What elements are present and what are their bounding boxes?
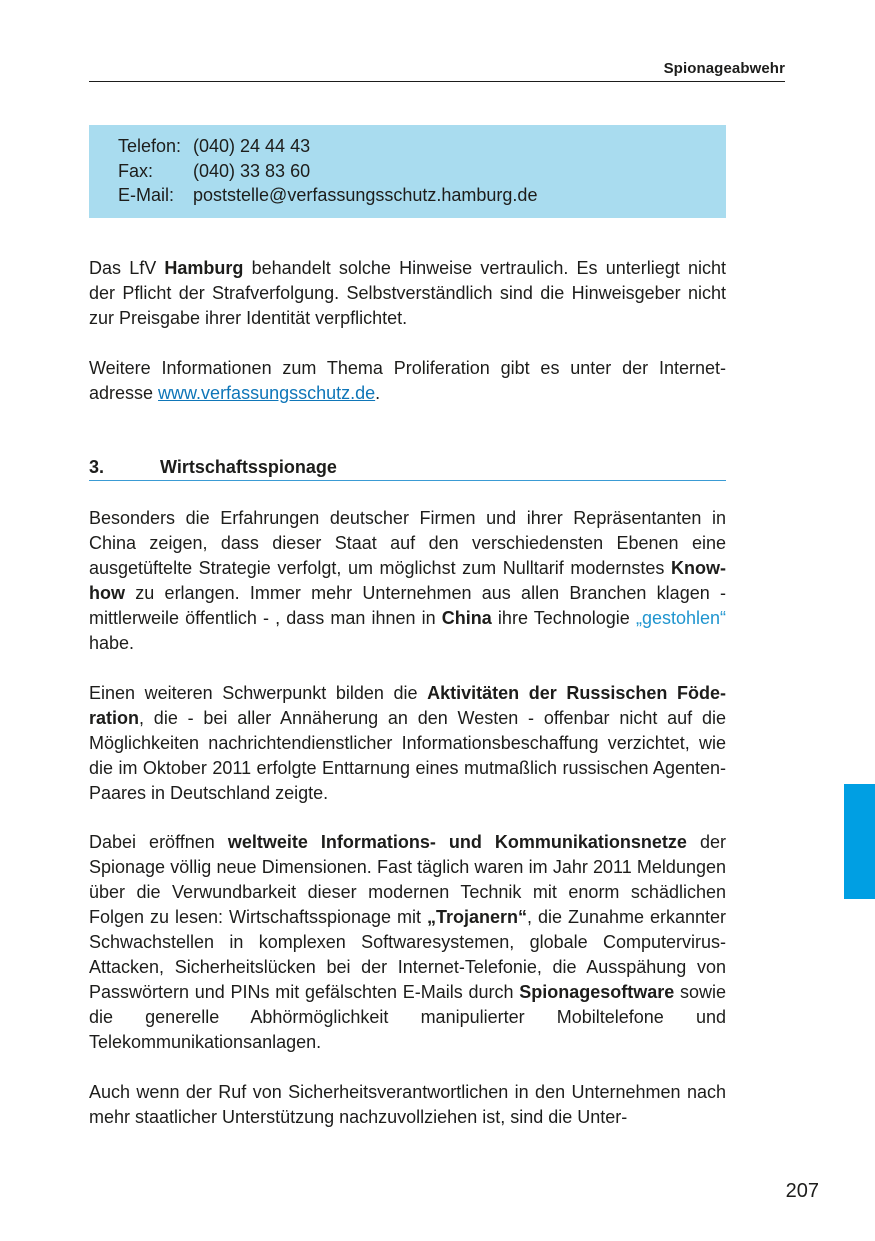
- page-number: 207: [785, 1180, 819, 1202]
- contact-value: poststelle@verfassungsschutz.hamburg.de: [193, 185, 538, 205]
- section-title: Wirtschaftsspionage: [160, 457, 337, 477]
- paragraph-companies: [89, 1080, 726, 1130]
- contact-label: E-Mail:: [118, 185, 175, 205]
- text: der Spionage völlig neue Dimensionen. Fast täglich waren im Jahr 2011 Meldungen über die Verwundbarkeit dieser modernen Technik mit enorm schädlichen Folgen zu lesen: Wirtschaftsspionage mit: [89, 832, 726, 927]
- text: Einen weiteren Schwerpunkt bilden die: [89, 683, 428, 703]
- text: , die Zunahme erkannter Schwachstellen in komplexen Softwaresystemen, globale Computervirus-Attacken, Sicherheitslücken bei der Internet-Telefonie, die Ausspähung von Passwörtern und PINs mit gefälschten E-Mails durch: [89, 907, 726, 1002]
- emphasis: Spionagesoftware: [519, 982, 675, 1002]
- text: , die - bei aller Annäherung an den Westen - offenbar nicht auf die Möglichkeiten nachrichtendienstlicher Informationsbeschaffung verzichtet, wie die im Oktober 2011 erfolgte Enttarnung eines mutmaßlich russischen Agenten-Paares in Deutschland zeigte.: [89, 708, 726, 803]
- contact-row-phone: [118, 134, 726, 159]
- text: .: [375, 383, 381, 403]
- paragraph-more-info: [89, 356, 726, 406]
- emphasis: Aktivitäten der Russischen Föderation: [89, 683, 726, 728]
- contact-row-email: [118, 183, 726, 208]
- contact-value: (040) 33 83 60: [193, 160, 311, 181]
- emphasis: Hamburg: [164, 258, 244, 278]
- text: zu erlangen. Immer mehr Unternehmen aus allen Branchen klagen - mittlerweile öffentlich - , dass man ihnen in: [89, 583, 726, 628]
- emphasis: China: [441, 608, 492, 628]
- paragraph-russia: [89, 681, 726, 806]
- contact-box: [89, 125, 726, 218]
- text: Weitere Informationen zum Thema Proliferation gibt es unter der Internetadresse: [89, 358, 726, 403]
- contact-label: Telefon:: [118, 136, 182, 156]
- contact-row-fax: [118, 159, 726, 184]
- highlight: „gestohlen“: [635, 608, 727, 628]
- running-header: Spionageabwehr: [663, 60, 785, 77]
- text: Besonders die Erfahrungen deutscher Firmen und ihrer Repräsentanten in China zeigen, dass dieser Staat auf den verschiedensten Ebenen eine ausgetüftelte Strategie verfolgt, um möglichst zum Nulltarif modernstes: [89, 508, 726, 578]
- text: ihre Technologie: [491, 608, 636, 628]
- paragraph-confidentiality: [89, 256, 726, 331]
- website-link[interactable]: www.verfassungsschutz.de: [158, 383, 376, 403]
- contact-value: (040) 24 44 43: [193, 136, 311, 156]
- text: behandelt solche Hinweise vertraulich. Es unterliegt nicht der Pflicht der Strafverfolgung. Selbstverständlich sind die Hinweisgeber nicht zur Preisgabe ihrer Identität verpflichtet.: [89, 258, 727, 328]
- emphasis: „Trojanern“: [426, 907, 527, 927]
- contact-label: Fax:: [118, 160, 154, 181]
- paragraph-china: [89, 506, 726, 656]
- section-number: 3.: [89, 457, 105, 477]
- text: Das LfV: [89, 258, 165, 278]
- text: Dabei eröffnen: [89, 832, 228, 852]
- text: Auch wenn der Ruf von Sicherheitsverantwortlichen in den Unternehmen nach mehr staatlicher Unterstützung nachzuvollziehen ist, sind die Unter-: [89, 1082, 726, 1127]
- emphasis: weltweite Informations- und Kommunikationsnetze: [227, 832, 687, 852]
- emphasis: Know-how: [89, 558, 726, 603]
- text: sowie die generelle Abhörmöglichkeit manipulierter Mobiltelefone und Telekommunikationsanlagen.: [89, 982, 726, 1052]
- header-rule: [89, 81, 785, 82]
- chapter-tab-marker: [844, 784, 875, 899]
- text: habe.: [89, 633, 135, 653]
- section-heading: [89, 456, 726, 481]
- paragraph-networks: [89, 830, 726, 1055]
